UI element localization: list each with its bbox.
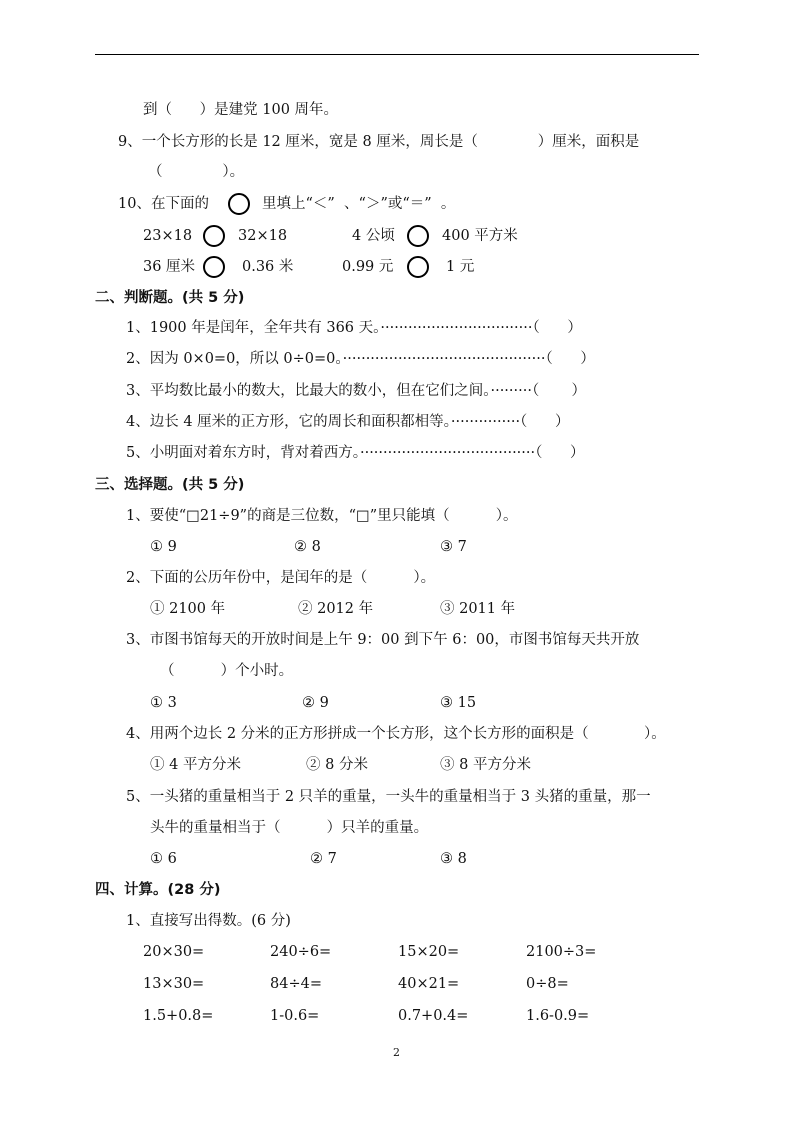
circle-icon [228,193,250,215]
q10-suffix: 里填上“＜” 、“＞”或“＝” 。 [262,196,456,212]
q9-line-1: 9、一个长方形的长是 12 厘米，宽是 8 厘米，周长是（ ）厘米，面积是 [118,134,640,150]
header-rule [95,54,699,55]
q10-prefix: 10、在下面的 [118,196,209,212]
q10-r2c-right: 1 元 [446,259,475,275]
calc-cell: 84÷4= [270,976,322,992]
choice-q3-line-2: （ ）个小时。 [160,663,294,679]
choice-q4-opt-a: ① 4 平方分米 [150,757,241,773]
choice-q3-opt-c: ③ 15 [440,695,477,711]
choice-q2-opt-a: ① 2100 年 [150,601,226,617]
q9-line-2: （ ）。 [148,164,245,180]
calc-cell: 1.6-0.9= [526,1008,590,1024]
choice-q3-line-1: 3、市图书馆每天的开放时间是上午 9：00 到下午 6：00，市图书馆每天共开放 [126,632,640,648]
calc-cell: 15×20= [398,944,460,960]
choice-q2: 2、下面的公历年份中，是闰年的是（ ）。 [126,570,436,586]
q10-r1c-right: 400 平方米 [442,228,518,244]
q8-continuation: 到（ ）是建党 100 周年。 [143,102,339,118]
choice-q4-opt-c: ③ 8 平方分米 [440,757,531,773]
choice-q3-opt-b: ② 9 [302,695,329,711]
choice-q4-opt-b: ② 8 分米 [306,757,368,773]
choice-q5-opt-c: ③ 8 [440,851,467,867]
calc-cell: 1.5+0.8= [143,1008,214,1024]
section-3-title: 三、选择题。(共 5 分) [95,477,245,493]
judge-item-3: 3、平均数比最小的数大，比最大的数小，但在它们之间。·········（ ） [126,383,586,399]
compare-circle [407,256,429,278]
choice-q5-line-1: 5、一头猪的重量相当于 2 只羊的重量，一头牛的重量相当于 3 头猪的重量，那一 [126,789,651,805]
calc-cell: 13×30= [143,976,205,992]
choice-q2-opt-b: ② 2012 年 [298,601,374,617]
q10-r1-left: 23×18 [143,228,193,244]
compare-circle [203,256,225,278]
judge-item-1: 1、1900 年是闰年，全年共有 366 天。·································（ ） [126,320,582,336]
compare-circle [407,225,429,247]
choice-q5-opt-a: ① 6 [150,851,177,867]
calc-sub-title: 1、直接写出得数。(6 分) [126,913,291,929]
calc-cell: 40×21= [398,976,460,992]
choice-q1-opt-c: ③ 7 [440,539,467,555]
q10-r1-right: 32×18 [238,228,288,244]
calc-cell: 240÷6= [270,944,332,960]
judge-item-5: 5、小明面对着东方时，背对着西方。······································（ ） [126,445,585,461]
choice-q3-opt-a: ① 3 [150,695,177,711]
section-4-title: 四、计算。(28 分) [95,882,221,898]
calc-cell: 20×30= [143,944,205,960]
q10-r1c-left: 4 公顷 [352,228,395,244]
compare-circle [203,225,225,247]
choice-q5-line-2: 头牛的重量相当于（ ）只羊的重量。 [150,820,429,836]
choice-q1-opt-b: ② 8 [294,539,321,555]
choice-q2-opt-c: ③ 2011 年 [440,601,516,617]
calc-cell: 2100÷3= [526,944,597,960]
section-2-title: 二、判断题。(共 5 分) [95,290,245,306]
choice-q1: 1、要使“□21÷9”的商是三位数，“□”里只能填（ ）。 [126,508,518,524]
judge-item-2: 2、因为 0×0=0，所以 0÷0=0。············································（ ） [126,351,595,367]
q10-r2-left: 36 厘米 [143,259,196,275]
choice-q5-opt-b: ② 7 [310,851,337,867]
q10-r2-right: 0.36 米 [242,259,294,275]
q10-r2c-left: 0.99 元 [342,259,394,275]
choice-q4: 4、用两个边长 2 分米的正方形拼成一个长方形，这个长方形的面积是（ ）。 [126,726,666,742]
calc-cell: 0÷8= [526,976,569,992]
page-number: 2 [393,1046,400,1059]
judge-item-4: 4、边长 4 厘米的正方形，它的周长和面积都相等。···············（ ） [126,414,570,430]
calc-cell: 1-0.6= [270,1008,320,1024]
choice-q1-opt-a: ① 9 [150,539,177,555]
calc-cell: 0.7+0.4= [398,1008,469,1024]
